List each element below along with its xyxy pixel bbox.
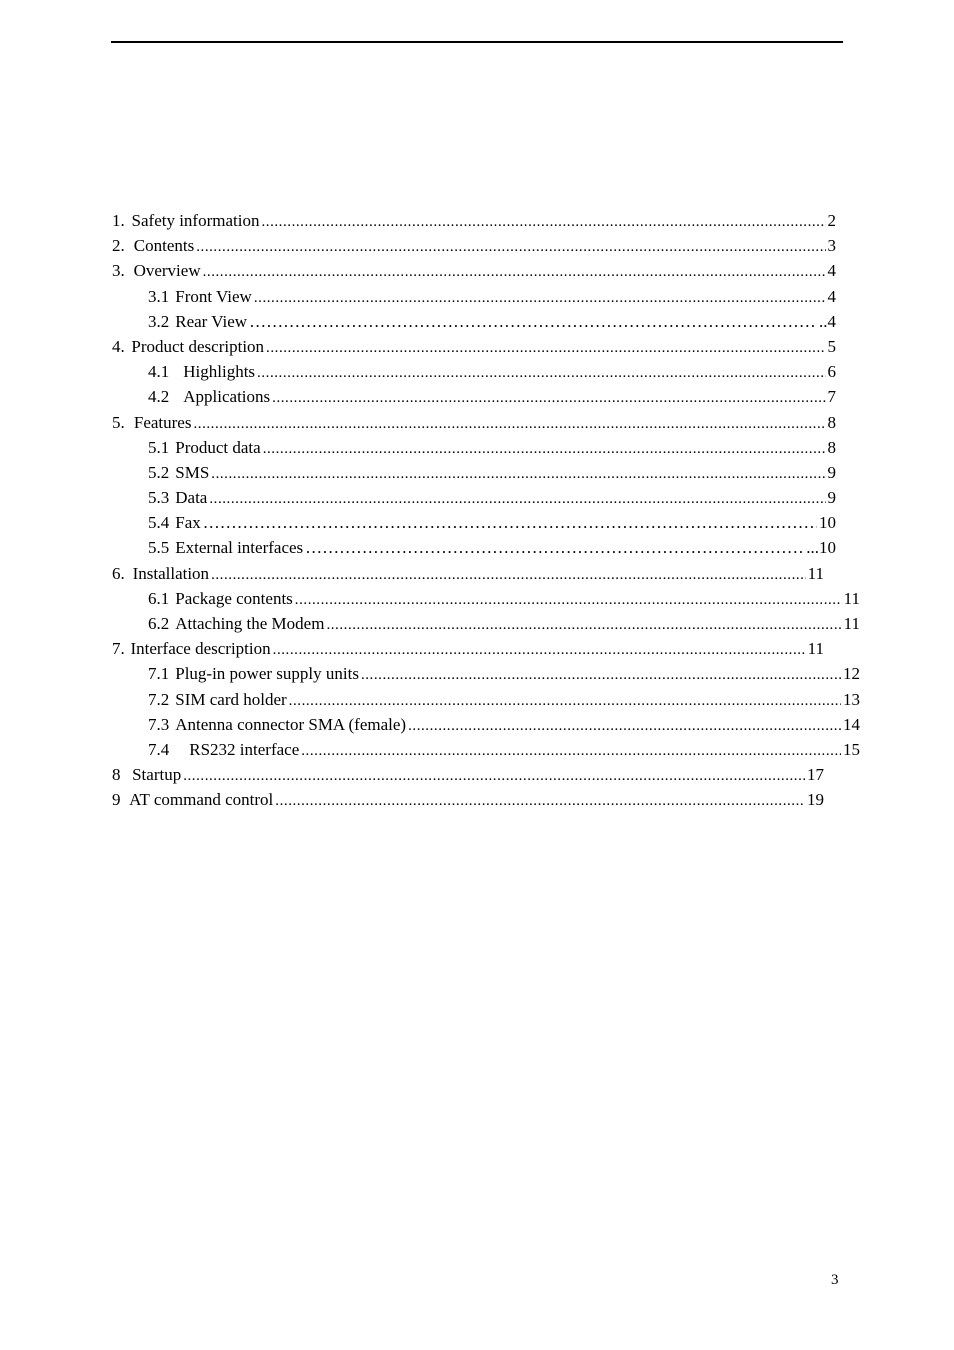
- toc-entry-title: Package contents: [175, 588, 293, 608]
- toc-dot-leader: [408, 712, 841, 737]
- toc-entry-title: SIM card holder: [175, 689, 287, 709]
- header-rule: [111, 41, 843, 43]
- toc-entry-number: 3.1: [148, 286, 170, 306]
- toc-entry-data[interactable]: [112, 485, 836, 510]
- table-of-contents: [112, 208, 860, 813]
- toc-entry-title: Plug-in power supply units: [175, 664, 359, 684]
- toc-entry-page: 19: [807, 790, 824, 810]
- toc-entry-page: 11: [807, 563, 824, 583]
- toc-entry-number: 8: [112, 765, 121, 785]
- toc-entry-title: Safety information: [131, 211, 260, 230]
- toc-entry-title: Overview: [133, 261, 201, 281]
- toc-entry-contents[interactable]: [112, 233, 836, 258]
- toc-dot-leader: [196, 233, 825, 258]
- toc-dot-leader: [301, 737, 841, 762]
- toc-dot-leader: [272, 384, 825, 409]
- toc-entry-title: Features: [133, 412, 192, 432]
- toc-dot-leader: [266, 334, 825, 359]
- toc-entry-number: 5.2: [148, 462, 170, 482]
- toc-entry-page: 17: [807, 765, 824, 785]
- toc-dot-leader: [275, 787, 805, 812]
- toc-entry-title: Applications: [183, 387, 271, 407]
- toc-entry-at-command-control[interactable]: [112, 787, 824, 812]
- toc-dot-leader: [361, 661, 841, 686]
- toc-entry-page: 8: [827, 412, 836, 432]
- toc-entry-title: AT command control: [129, 790, 274, 810]
- toc-entry-title: Product data: [175, 437, 261, 457]
- toc-entry-attaching-the-modem[interactable]: [112, 611, 860, 636]
- toc-entry-title: Front View: [175, 286, 252, 306]
- toc-entry-number: 4.1: [148, 362, 170, 382]
- toc-entry-installation[interactable]: [112, 561, 824, 586]
- toc-entry-number: 9: [112, 790, 121, 810]
- toc-entry-page: 3: [827, 236, 836, 256]
- toc-entry-number: 5.4: [148, 513, 170, 533]
- toc-entry-page: 7: [827, 387, 836, 407]
- toc-entry-package-contents[interactable]: [112, 586, 860, 611]
- toc-entry-title: Startup: [132, 765, 182, 785]
- toc-entry-number: 7.4: [148, 739, 170, 759]
- toc-entry-page: ...10: [806, 538, 836, 558]
- toc-entry-number: 6.: [112, 563, 125, 583]
- toc-entry-number: 7.2: [148, 689, 170, 709]
- toc-entry-plug-in-power-supply-units[interactable]: [112, 661, 860, 686]
- toc-entry-rs232-interface[interactable]: [112, 737, 860, 762]
- toc-entry-page: 4: [827, 261, 836, 281]
- toc-entry-number: 6.2: [148, 614, 170, 633]
- toc-entry-highlights[interactable]: [112, 359, 836, 384]
- toc-entry-page: 12: [843, 664, 860, 684]
- toc-dot-leader: [295, 586, 842, 611]
- toc-dot-leader: [261, 208, 825, 233]
- toc-entry-overview[interactable]: [112, 258, 836, 283]
- toc-entry-page: 13: [843, 689, 860, 709]
- toc-dot-leader: [289, 687, 841, 712]
- toc-entry-number: 6.1: [148, 588, 170, 608]
- toc-entry-number: 3.2: [148, 311, 170, 331]
- toc-dot-leader: [326, 611, 841, 636]
- toc-dot-leader: [203, 510, 817, 535]
- toc-entry-page: 6: [827, 362, 836, 382]
- toc-entry-number: 5.1: [148, 437, 170, 457]
- toc-entry-sms[interactable]: [112, 460, 836, 485]
- toc-entry-title: Fax: [175, 513, 201, 533]
- toc-dot-leader: [183, 762, 805, 787]
- toc-dot-leader: [273, 636, 806, 661]
- toc-entry-title: Highlights: [183, 362, 256, 382]
- toc-entry-safety-information[interactable]: [112, 208, 836, 233]
- toc-entry-rear-view[interactable]: [112, 309, 836, 334]
- toc-entry-front-view[interactable]: [112, 284, 836, 309]
- toc-dot-leader: [193, 410, 825, 435]
- toc-entry-number: 1.: [112, 211, 125, 230]
- toc-dot-leader: [211, 460, 825, 485]
- toc-dot-leader: [305, 535, 804, 560]
- toc-entry-number: 7.1: [148, 664, 170, 684]
- toc-entry-page: 5: [827, 336, 836, 356]
- toc-entry-external-interfaces[interactable]: [112, 535, 836, 560]
- toc-entry-number: 4.: [112, 336, 125, 356]
- toc-entry-number: 2.: [112, 236, 125, 256]
- toc-dot-leader: [211, 561, 806, 586]
- toc-entry-title: Attaching the Modem: [175, 614, 325, 633]
- toc-dot-leader: [254, 284, 826, 309]
- toc-entry-number: 5.3: [148, 488, 170, 508]
- toc-entry-startup[interactable]: [112, 762, 824, 787]
- toc-entry-page: 9: [827, 488, 836, 508]
- toc-dot-leader: [249, 309, 817, 334]
- toc-dot-leader: [263, 435, 826, 460]
- toc-entry-number: 5.: [112, 412, 125, 432]
- toc-entry-title: Rear View: [175, 311, 248, 331]
- toc-dot-leader: [203, 258, 826, 283]
- toc-entry-page: 11: [843, 614, 860, 633]
- toc-entry-page: 10: [819, 513, 836, 533]
- toc-entry-title: Antenna connector SMA (female): [175, 714, 407, 734]
- toc-entry-fax[interactable]: [112, 510, 836, 535]
- page-number: 3: [831, 1272, 839, 1288]
- toc-entry-number: 7.: [112, 639, 125, 659]
- toc-entry-number: 4.2: [148, 387, 170, 407]
- toc-entry-page: 9: [827, 462, 836, 482]
- toc-entry-title: RS232 interface: [189, 739, 300, 759]
- toc-entry-page: 15: [843, 739, 860, 759]
- toc-entry-number: 7.3: [148, 714, 170, 734]
- toc-entry-page: 14: [843, 714, 860, 734]
- toc-entry-applications[interactable]: [112, 384, 836, 409]
- toc-entry-page: 11: [843, 588, 860, 608]
- toc-dot-leader: [257, 359, 825, 384]
- toc-entry-product-data[interactable]: [112, 435, 836, 460]
- toc-entry-title: SMS: [175, 462, 210, 482]
- toc-entry-interface-description[interactable]: [112, 636, 824, 661]
- toc-entry-number: 5.5: [148, 538, 170, 558]
- toc-entry-features[interactable]: [112, 410, 836, 435]
- toc-entry-title: Interface description: [130, 639, 271, 659]
- toc-entry-product-description[interactable]: [112, 334, 836, 359]
- toc-entry-page: 2: [827, 211, 836, 230]
- toc-entry-title: Contents: [133, 236, 195, 256]
- toc-entry-number: 3.: [112, 261, 125, 281]
- toc-entry-title: Installation: [132, 563, 210, 583]
- toc-entry-antenna-connector-sma[interactable]: [112, 712, 860, 737]
- toc-dot-leader: [209, 485, 825, 510]
- toc-entry-title: Product description: [131, 336, 265, 356]
- toc-entry-page: ..4: [819, 311, 836, 331]
- toc-entry-page: 8: [827, 437, 836, 457]
- toc-entry-page: 4: [827, 286, 836, 306]
- toc-entry-page: 11: [807, 639, 824, 659]
- toc-entry-sim-card-holder[interactable]: [112, 687, 860, 712]
- toc-entry-title: External interfaces: [175, 538, 304, 558]
- toc-entry-title: Data: [175, 488, 208, 508]
